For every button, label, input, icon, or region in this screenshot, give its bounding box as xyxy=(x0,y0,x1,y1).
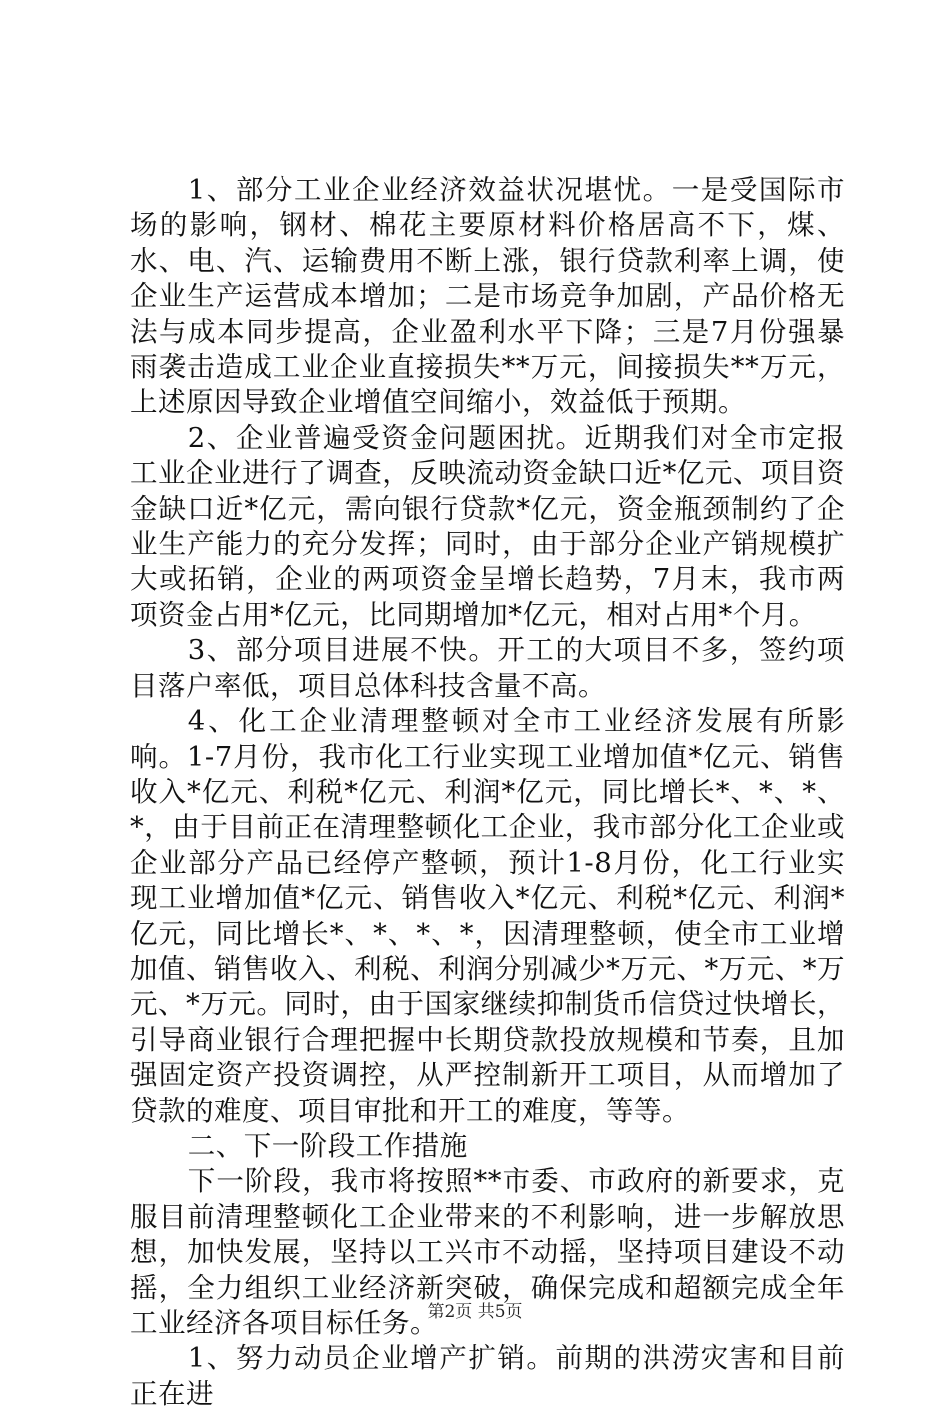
document-body xyxy=(130,173,845,1412)
paragraph-next-steps-intro: 下一阶段，我市将按照**市委、市政府的新要求，克服目前清理整顿化工企业带来的不利影响，进一步解放思想，加快发展，坚持以工兴市不动摇，坚持项目建设不动摇，全力组织工业经济新突破，确保完成和超额完成全年工业经济各项目标任务。 xyxy=(130,1165,845,1339)
paragraph-measure-1: 1、努力动员企业增产扩销。前期的洪涝灾害和目前正在进 xyxy=(130,1342,845,1410)
section-heading-next-steps: 二、下一阶段工作措施 xyxy=(187,1129,468,1162)
paragraph-problem-1: 1、部分工业企业经济效益状况堪忧。一是受国际市场的影响，钢材、棉花主要原材料价格居高不下，煤、水、电、汽、运输费用不断上涨，银行贷款利率上调，使企业生产运营成本增加；二是市场竞争加剧，产品价格无法与成本同步提高，企业盈利水平下降；三是7月份强暴雨袭击造成工业企业直接损失**万元，间接损失**万元，上述原因导致企业增值空间缩小，效益低于预期。 xyxy=(130,174,845,419)
paragraph-problem-3: 3、部分项目进展不快。开工的大项目不多，签约项目落户率低，项目总体科技含量不高。 xyxy=(130,634,845,702)
paragraph-problem-4: 4、化工企业清理整顿对全市工业经济发展有所影响。1-7月份，我市化工行业实现工业增加值*亿元、销售收入*亿元、利税*亿元、利润*亿元，同比增长*、*、*、*，由于目前正在清理整顿化工企业，我市部分化工企业或企业部分产品已经停产整顿，预计1-8月份，化工行业实现工业增加值*亿元、销售收入*亿元、利税*亿元、利润*亿元，同比增长*、*、*、*，因清理整顿，使全市工业增加值、销售收入、利税、利润分别减少*万元、*万元、*万元、*万元。同时，由于国家继续抑制货币信贷过快增长，引导商业银行合理把握中长期贷款投放规模和节奏，且加强固定资产投资调控，从严控制新开工项目，从而增加了贷款的难度、项目审批和开工的难度，等等。 xyxy=(130,705,845,1127)
page-number-footer: 第2页 共5页 xyxy=(427,1302,523,1322)
paragraph-problem-2: 2、企业普遍受资金问题困扰。近期我们对全市定报工业企业进行了调查，反映流动资金缺口近*亿元、项目资金缺口近*亿元，需向银行贷款*亿元，资金瓶颈制约了企业生产能力的充分发挥；同时，由于部分企业产销规模扩大或拓销，企业的两项资金呈增长趋势，7月末，我市两项资金占用*亿元，比同期增加*亿元，相对占用*个月。 xyxy=(130,421,845,631)
